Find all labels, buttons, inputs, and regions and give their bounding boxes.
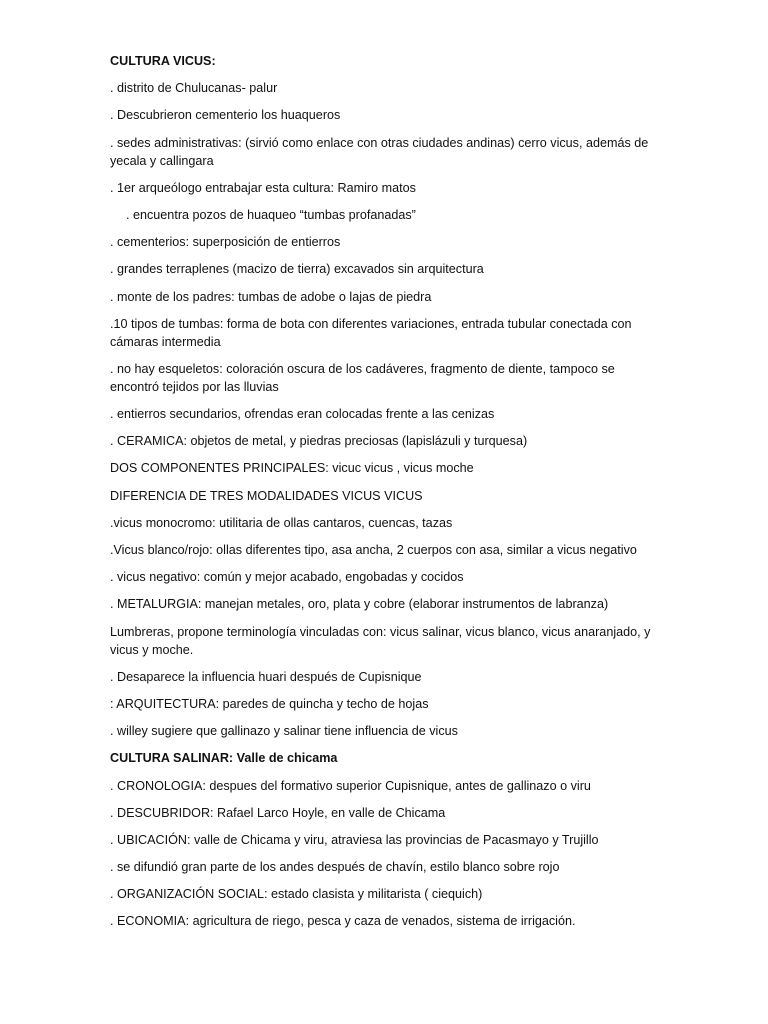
text-line: DOS COMPONENTES PRINCIPALES: vicuc vicus , vicus moche: [110, 461, 474, 476]
text-line: .Vicus blanco/rojo: ollas diferentes tipo, asa ancha, 2 cuerpos con asa, similar a vicus negativo: [110, 543, 637, 557]
text-line: .vicus monocromo: utilitaria de ollas cantaros, cuencas, tazas: [110, 515, 453, 530]
text-line: . monte de los padres: tumbas de adobe o lajas de piedra: [110, 289, 432, 304]
heading-cultura-salinar: CULTURA SALINAR: Valle de chicama: [110, 751, 338, 766]
text-line: . entierros secundarios, ofrendas eran colocadas frente a las cenizas: [110, 407, 495, 422]
text-line: . no hay esqueletos: coloración oscura de los cadáveres, fragmento de diente, tampoco se encontró tejidos por las lluvias: [110, 361, 615, 394]
text-line: . vicus negativo: común y mejor acabado, engobadas y cocidos: [110, 570, 464, 585]
text-line: . ECONOMIA: agricultura de riego, pesca y caza de venados, sistema de irrigación.: [110, 914, 576, 929]
text-line: . METALURGIA: manejan metales, oro, plata y cobre (elaborar instrumentos de labranza): [110, 597, 609, 612]
text-line: . distrito de Chulucanas- palur: [110, 81, 278, 96]
text-line: . sedes administrativas: (sirvió como enlace con otras ciudades andinas) cerro vicus, además de yecala y callingara: [110, 135, 649, 168]
text-line: . cementerios: superposición de entierros: [110, 235, 341, 250]
text-line: . DESCUBRIDOR: Rafael Larco Hoyle, en valle de Chicama: [110, 805, 446, 820]
text-line: . willey sugiere que gallinazo y salinar tiene influencia de vicus: [110, 724, 458, 739]
text-line: . grandes terraplenes (macizo de tierra) excavados sin arquitectura: [110, 262, 484, 277]
text-line: . ORGANIZACIÓN SOCIAL: estado clasista y militarista ( ciequich): [110, 887, 483, 902]
text-line: Lumbreras, propone terminología vinculadas con: vicus salinar, vicus blanco, vicus anaranjado, y vicus y moche.: [110, 624, 651, 657]
text-line: . se difundió gran parte de los andes después de chavín, estilo blanco sobre rojo: [110, 860, 560, 875]
text-line-indented: . encuentra pozos de huaqueo “tumbas profanadas”: [126, 207, 416, 222]
text-line: : ARQUITECTURA: paredes de quincha y techo de hojas: [110, 696, 429, 711]
text-line: . CRONOLOGIA: despues del formativo superior Cupisnique, antes de gallinazo o viru: [110, 778, 591, 793]
text-line: . 1er arqueólogo entrabajar esta cultura: Ramiro matos: [110, 180, 416, 195]
text-line: . UBICACIÓN: valle de Chicama y viru, atraviesa las provincias de Pacasmayo y Trujillo: [110, 832, 599, 847]
text-line: . CERAMICA: objetos de metal, y piedras preciosas (lapislázuli y turquesa): [110, 434, 528, 449]
heading-cultura-vicus: CULTURA VICUS:: [110, 54, 216, 68]
text-line: . Desaparece la influencia huari después de Cupisnique: [110, 669, 422, 684]
text-line: . Descubrieron cementerio los huaqueros: [110, 108, 341, 123]
text-line: .10 tipos de tumbas: forma de bota con diferentes variaciones, entrada tubular conectada con cámaras intermedia: [110, 316, 632, 349]
text-line: DIFERENCIA DE TRES MODALIDADES VICUS VICUS: [110, 488, 423, 503]
